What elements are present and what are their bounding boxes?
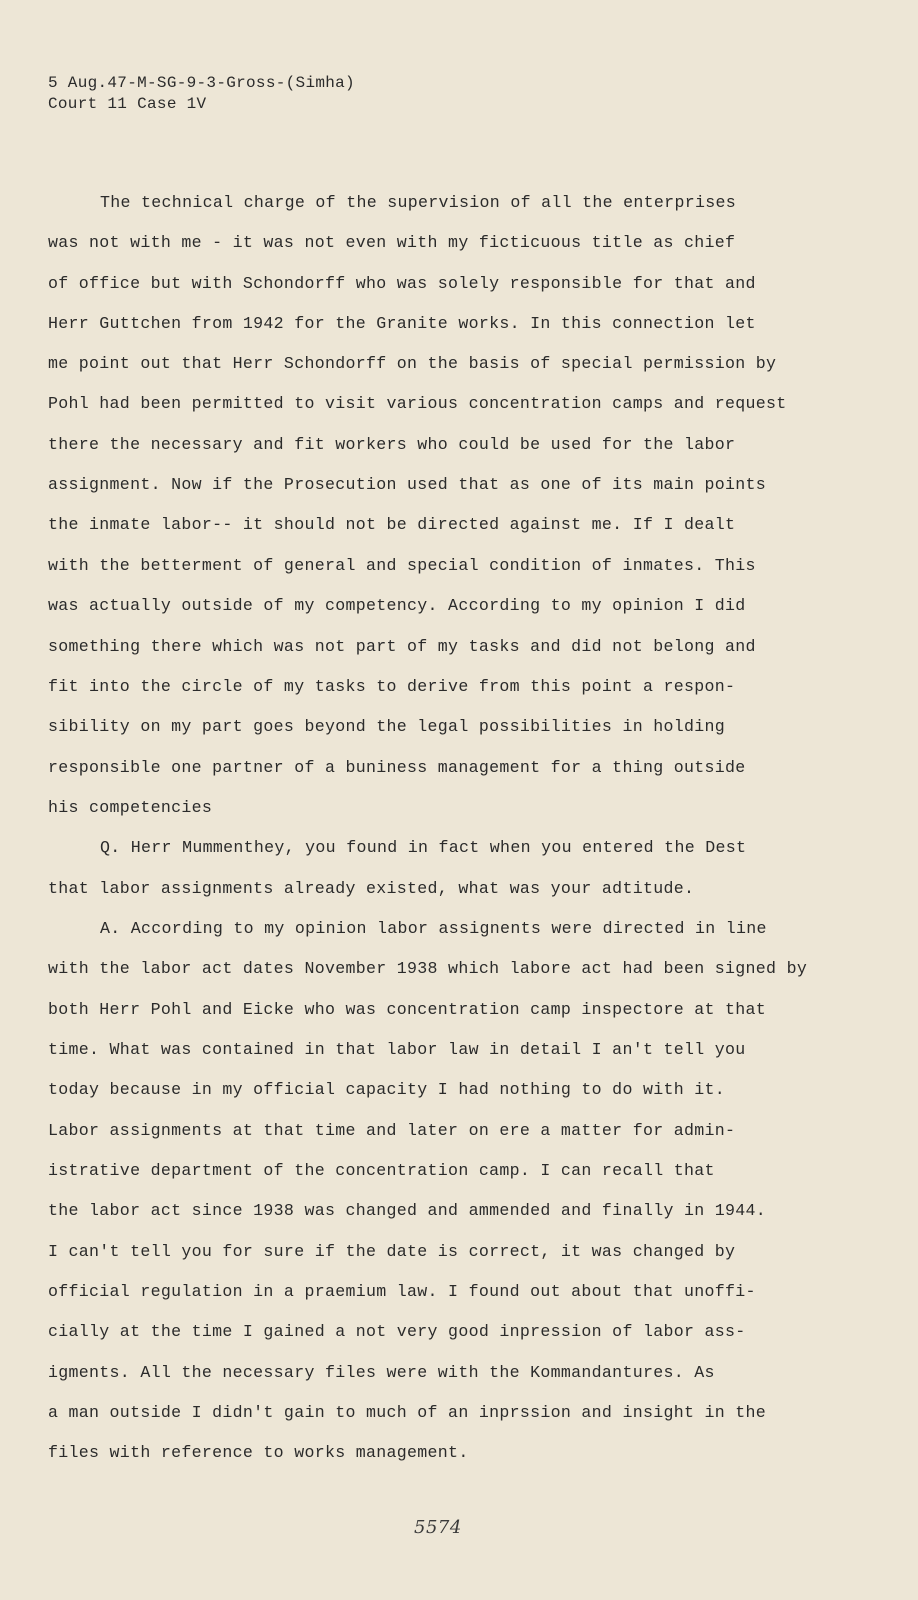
- body-line: responsible one partner of a buniness management for a thing outside: [48, 758, 746, 777]
- page-number: 5574: [414, 1517, 462, 1538]
- body-line: there the necessary and fit workers who could be used for the labor: [48, 435, 736, 454]
- body-line: I can't tell you for sure if the date is correct, it was changed by: [48, 1242, 736, 1261]
- header-reference-line: 5 Aug.47-M-SG-9-3-Gross-(Simha): [48, 74, 355, 92]
- body-line: a man outside I didn't gain to much of an inprssion and insight in the: [48, 1403, 767, 1422]
- body-line: sibility on my part goes beyond the legal possibilities in holding: [48, 717, 726, 736]
- body-line: fit into the circle of my tasks to derive from this point a respon-: [48, 677, 736, 696]
- body-line: the labor act since 1938 was changed and ammended and finally in 1944.: [48, 1201, 767, 1220]
- body-line: Labor assignments at that time and later on ere a matter for admin-: [48, 1121, 736, 1140]
- body-line: istrative department of the concentration camp. I can recall that: [48, 1161, 715, 1180]
- body-line: that labor assignments already existed, what was your adtitude.: [48, 879, 695, 898]
- body-line: official regulation in a praemium law. I found out about that unoffi-: [48, 1282, 756, 1301]
- body-line: both Herr Pohl and Eicke who was concentration camp inspectore at that: [48, 1000, 767, 1019]
- body-line: files with reference to works management.: [48, 1443, 469, 1462]
- body-line: cially at the time I gained a not very good inpression of labor ass-: [48, 1322, 746, 1341]
- body-line: me point out that Herr Schondorff on the basis of special permission by: [48, 354, 777, 373]
- body-line: was not with me - it was not even with my ficticuous title as chief: [48, 233, 736, 252]
- body-line: Pohl had been permitted to visit various concentration camps and request: [48, 394, 787, 413]
- body-line: time. What was contained in that labor law in detail I an't tell you: [48, 1040, 746, 1059]
- body-line: his competencies: [48, 798, 213, 817]
- body-line: was actually outside of my competency. According to my opinion I did: [48, 596, 746, 615]
- question-line: Q. Herr Mummenthey, you found in fact when you entered the Dest: [100, 838, 747, 857]
- body-line: of office but with Schondorff who was solely responsible for that and: [48, 274, 756, 293]
- answer-line: A. According to my opinion labor assignents were directed in line: [100, 919, 767, 938]
- body-line: today because in my official capacity I had nothing to do with it.: [48, 1080, 726, 1099]
- body-line: igments. All the necessary files were with the Kommandantures. As: [48, 1363, 715, 1382]
- header-court-case-line: Court 11 Case 1V: [48, 95, 207, 113]
- body-line: something there which was not part of my tasks and did not belong and: [48, 637, 756, 656]
- body-line: The technical charge of the supervision of all the enterprises: [100, 193, 736, 212]
- body-line: assignment. Now if the Prosecution used that as one of its main points: [48, 475, 767, 494]
- body-line: Herr Guttchen from 1942 for the Granite works. In this connection let: [48, 314, 756, 333]
- body-line: the inmate labor-- it should not be directed against me. If I dealt: [48, 515, 736, 534]
- body-line: with the betterment of general and special condition of inmates. This: [48, 556, 756, 575]
- body-line: with the labor act dates November 1938 which labore act had been signed by: [48, 959, 808, 978]
